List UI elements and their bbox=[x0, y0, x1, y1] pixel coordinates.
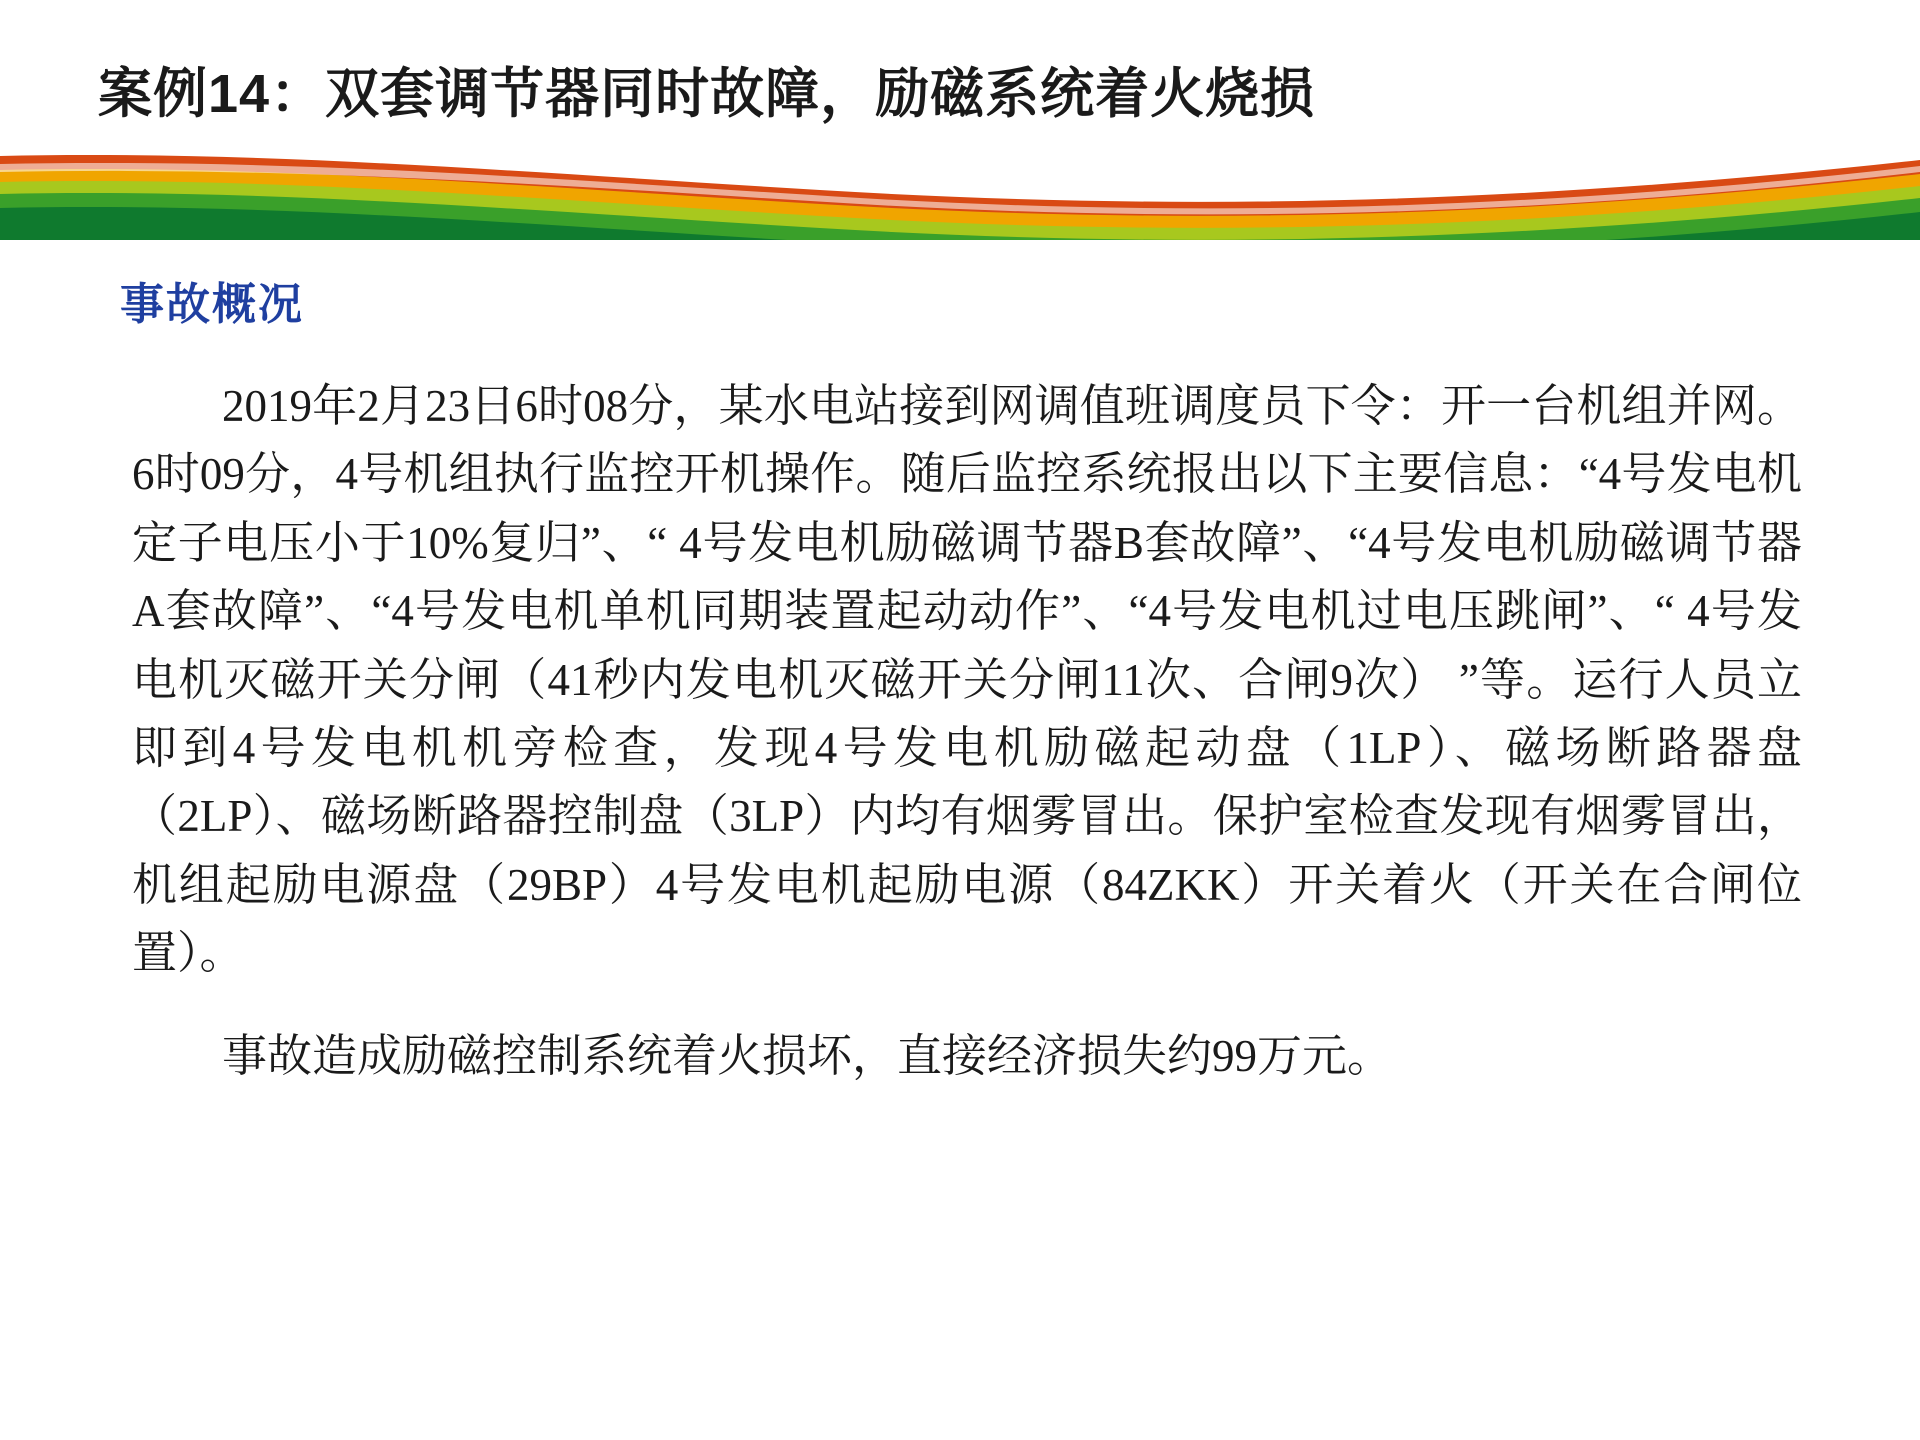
page-title: 案例14：双套调节器同时故障，励磁系统着火烧损 bbox=[98, 64, 1316, 124]
band-svg bbox=[0, 150, 1920, 240]
paragraph-1: 2019年2月23日6时08分，某水电站接到网调值班调度员下令：开一台机组并网。6时09分，4号机组执行监控开机操作。随后监控系统报出以下主要信息：“4号发电机定子电压小于10%复归”、“ 4号发电机励磁调节器B套故障”、“4号发电机励磁调节器A套故障”、“4号发电机单机同期装置起动动作”、“4号发电机过电压跳闸”、“ 4号发电机灭磁开关分闸（41秒内发电机灭磁开关分闸11次、合闸9次） ”等。运行人员立即到4号发电机机旁检查，发现4号发电机励磁起动盘（1LP）、磁场断路器盘（2LP）、磁场断路器控制盘（3LP）内均有烟雾冒出。保护室检查发现有烟雾冒出，机组起励电源盘（29BP）4号发电机起励电源（84ZKK）开关着火（开关在合闸位置）。 bbox=[132, 381, 1802, 979]
paragraph-2: 事故造成励磁控制系统着火损坏，直接经济损失约99万元。 bbox=[222, 1030, 1393, 1081]
body-text-block bbox=[132, 372, 1802, 1090]
decorative-color-band bbox=[0, 150, 1920, 240]
section-heading: 事故概况 bbox=[120, 280, 304, 329]
